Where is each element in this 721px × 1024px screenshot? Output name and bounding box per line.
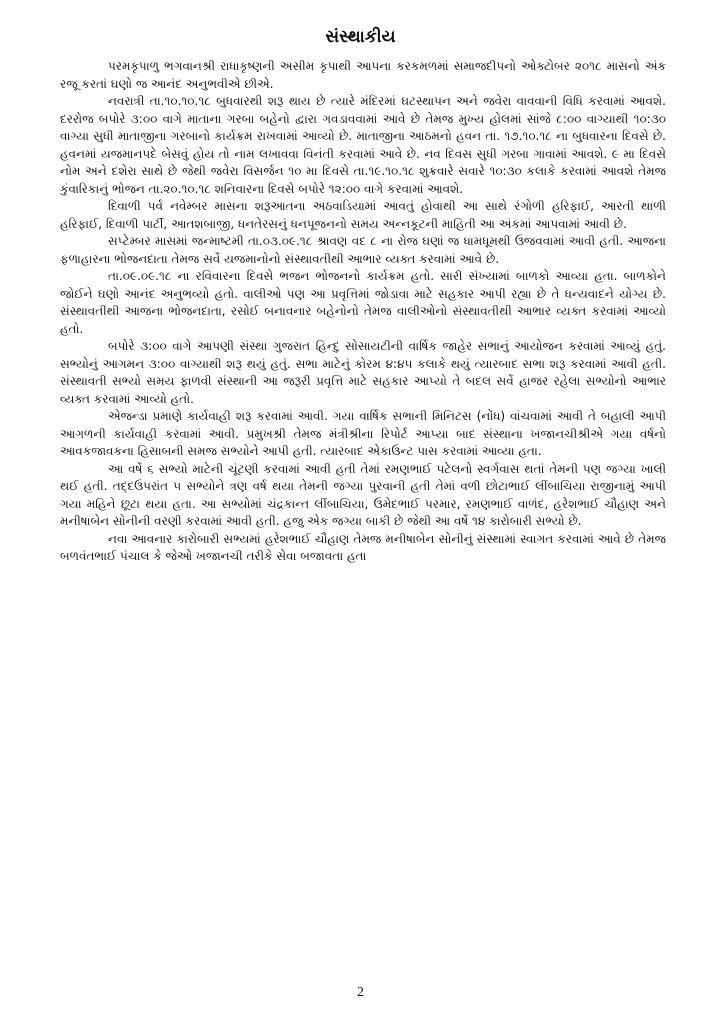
- paragraph: આ વર્ષે ૬ સભ્યો માટેની ચૂંટણી કરવામાં આવી હતી તેમાં રમણભાઈ પટેલનો સ્વર્ગવાસ થતાં તેમની પણ જગ્યા ખાલી થઈ હતી. તદ્દઉપરાંત ૫ સભ્યોને ત્રણ વર્ષ થયા તેમની જગ્યા પુરવાની હતી તેમાં વળી છોટાભાઈ લીંબાચિયા રાજીનામું આપી ગયા મહિને છૂટા થયા હતા. આ સભ્યોમાં ચંદ્રકાન્ત લીંબાચિયા, ઉમેદભાઈ પરમાર, રમણભાઈ વાળંદ, હરેશભાઈ ચૌહાણ અને મનીષાબેન સોનીની વરણી કરવામાં આવી હતી. હજુ એક જગ્યા બાકી છે જેથી આ વર્ષે ૧૪ કારોબારી સભ્યો છે.: [60, 461, 666, 528]
- page-title: સંસ્થાકીય: [325, 27, 396, 47]
- paragraph: સપ્ટેમ્બર માસમાં જન્માષ્ટમી તા.૦૩.૦૯.૧૮ શ્રાવણ વદ ૮ ના રોજ ઘણાં જ ધામધૂમથી ઉજવવામાં આવી હતી. આજના ફળાહારના ભોજનદાતા તેમજ સર્વે યજમાનોનો સંસ્થાવતીથી આભાર વ્યક્ત કરવામાં આવે છે.: [60, 234, 666, 266]
- paragraph: દિવાળી પર્વ નવેમ્બર માસના શરૂઆતના અઠવાડિયામાં આવતું હોવાથી આ સાથે રંગોળી હરિફાઈ, આરતી થાળી હરિફાઈ, દિવાળી પાર્ટી, આતશબાજી, ધનતેરસનું ધનપૂજનનો સમય અન્નકૂટની માહિતી આ અંકમાં આપવામાં આવી છે.: [60, 199, 666, 231]
- paragraph: બપોરે ૩:૦૦ વાગે આપણી સંસ્થા ગુજરાત હિન્દુ સોસાયટીની વાર્ષિક જાહેર સભાનું આયોજન કરવામાં આવ્યું હતું. સભ્યોનું આગમન ૩:૦૦ વાગ્યાથી શરૂ થયું હતું. સભા માટેનું કોરમ ૪:૪૫ કલાકે થયું ત્યારબાદ સભા શરૂ કરવામાં આવી હતી. સંસ્થાવતી સભ્યો સમય ફાળવી સંસ્થાની આ જરૂરી પ્રવૃત્તિ માટે સહકાર આપ્યો તે બદલ સર્વે હાજર રહેલા સભ્યોનો આભાર વ્યક્ત કરવામાં આવ્યો હતો.: [60, 339, 666, 406]
- paragraph: નવા આવનાર કારોબારી સભ્યમાં હરેશભાઈ ચૌહાણ તેમજ મનીષાબેન સોનીનું સંસ્થામાં સ્વાગત કરવામાં આવે છે તેમજ બળવંતભાઈ પંચાલ કે જેઓ ખજાનચી તરીકે સેવા બજાવતા હતા: [60, 531, 666, 563]
- paragraph: તા.૦૯.૦૯.૧૮ ના રવિવારના દિવસે ભજન ભોજનનો કાર્યક્રમ હતો. સારી સંખ્યામાં બાળકો આવ્યા હતા. બાળકોને જોઈને ઘણો આનંદ અનુભવ્યો હતો. વાલીઓ પણ આ પ્રવૃત્તિમાં જોડાવા માટે સહકાર આપી રહ્યા છે તે ધન્યવાદને યોગ્ય છે. સંસ્થાવતીથી આજના ભોજનદાતા, રસોઈ બનાવનાર બહેનોનો તેમજ વાલીઓનો સંસ્થાવતીથી આભાર વ્યક્ત કરવામાં આવ્યો હતો.: [60, 269, 666, 336]
- paragraph: પરમકૃપાળુ ભગવાનશ્રી રાધાકૃષ્ણની અસીમ કૃપાથી આપના કરકમળમાં સમાજદીપનો ઓક્ટોબર ૨૦૧૮ માસનો અંક રજૂ કરતાં ઘણો જ આનંદ અનુભવીએ છીએ.: [60, 59, 666, 91]
- page-number: 2: [357, 985, 364, 1000]
- paragraph: એજન્ડા પ્રમાણે કાર્યવાહી શરૂ કરવામાં આવી. ગયા વાર્ષિક સભાની મિનિટસ (નોંધ) વાંચવામાં આવી તે બહાલી આપી આગળની કાર્યવાહી કરવામાં આવી. પ્રમુખશ્રી તેમજ મંત્રીશ્રીના રિપોર્ટ આપ્યા બાદ સંસ્થાના ખજાનચીશ્રીએ ગયા વર્ષનો આવકજાવકના હિસાબની સમજ સભ્યોને આપી હતી. ત્યારબાદ એકાઉન્ટ પાસ કરવામાં આવ્યા હતા.: [60, 409, 666, 458]
- paragraph: નવરાત્રી તા.૧૦.૧૦.૧૮ બુધવારથી શરૂ થાય છે ત્યારે મંદિરમાં ઘટસ્થાપન અને જવેરા વાવવાની વિધિ કરવામાં આવશે. દરરોજ બપોરે ૩:૦૦ વાગે માતાના ગરબા બહેનો દ્વારા ગવડાવવામાં આવે છે તેમજ મુખ્ય હોલમાં સાંજે ૮:૦૦ વાગ્યાથી ૧૦:૩૦ વાગ્યા સુધી માતાજીના ગરબાનો કાર્યક્રમ રાખવામાં આવ્યો છે. માતાજીના આઠમનો હવન તા. ૧૭.૧૦.૧૮ ના બુધવારના દિવસે છે. હવનમાં યજમાનપદે બેસવું હોય તો નામ લખાવવા વિનંતી કરવામાં આવે છે. નવ દિવસ સુધી ગરબા ગાવામાં આવશે. ૯ મા દિવસે નોમ અને દશેરા સાથે છે જેથી જવેરા વિસર્જન ૧૦ મા દિવસે તા.૧૯.૧૦.૧૮ શુક્રવારે સવારે ૧૦:૩૦ કલાકે કરવામાં આવશે તેમજ કુંવારિકાનું ભોજન તા.૨૦.૧૦.૧૮ શનિવારના દિવસે બપોરે ૧૨:૦૦ વાગે કરવામાં આવશે.: [60, 94, 666, 196]
- article-body: [60, 58, 666, 566]
